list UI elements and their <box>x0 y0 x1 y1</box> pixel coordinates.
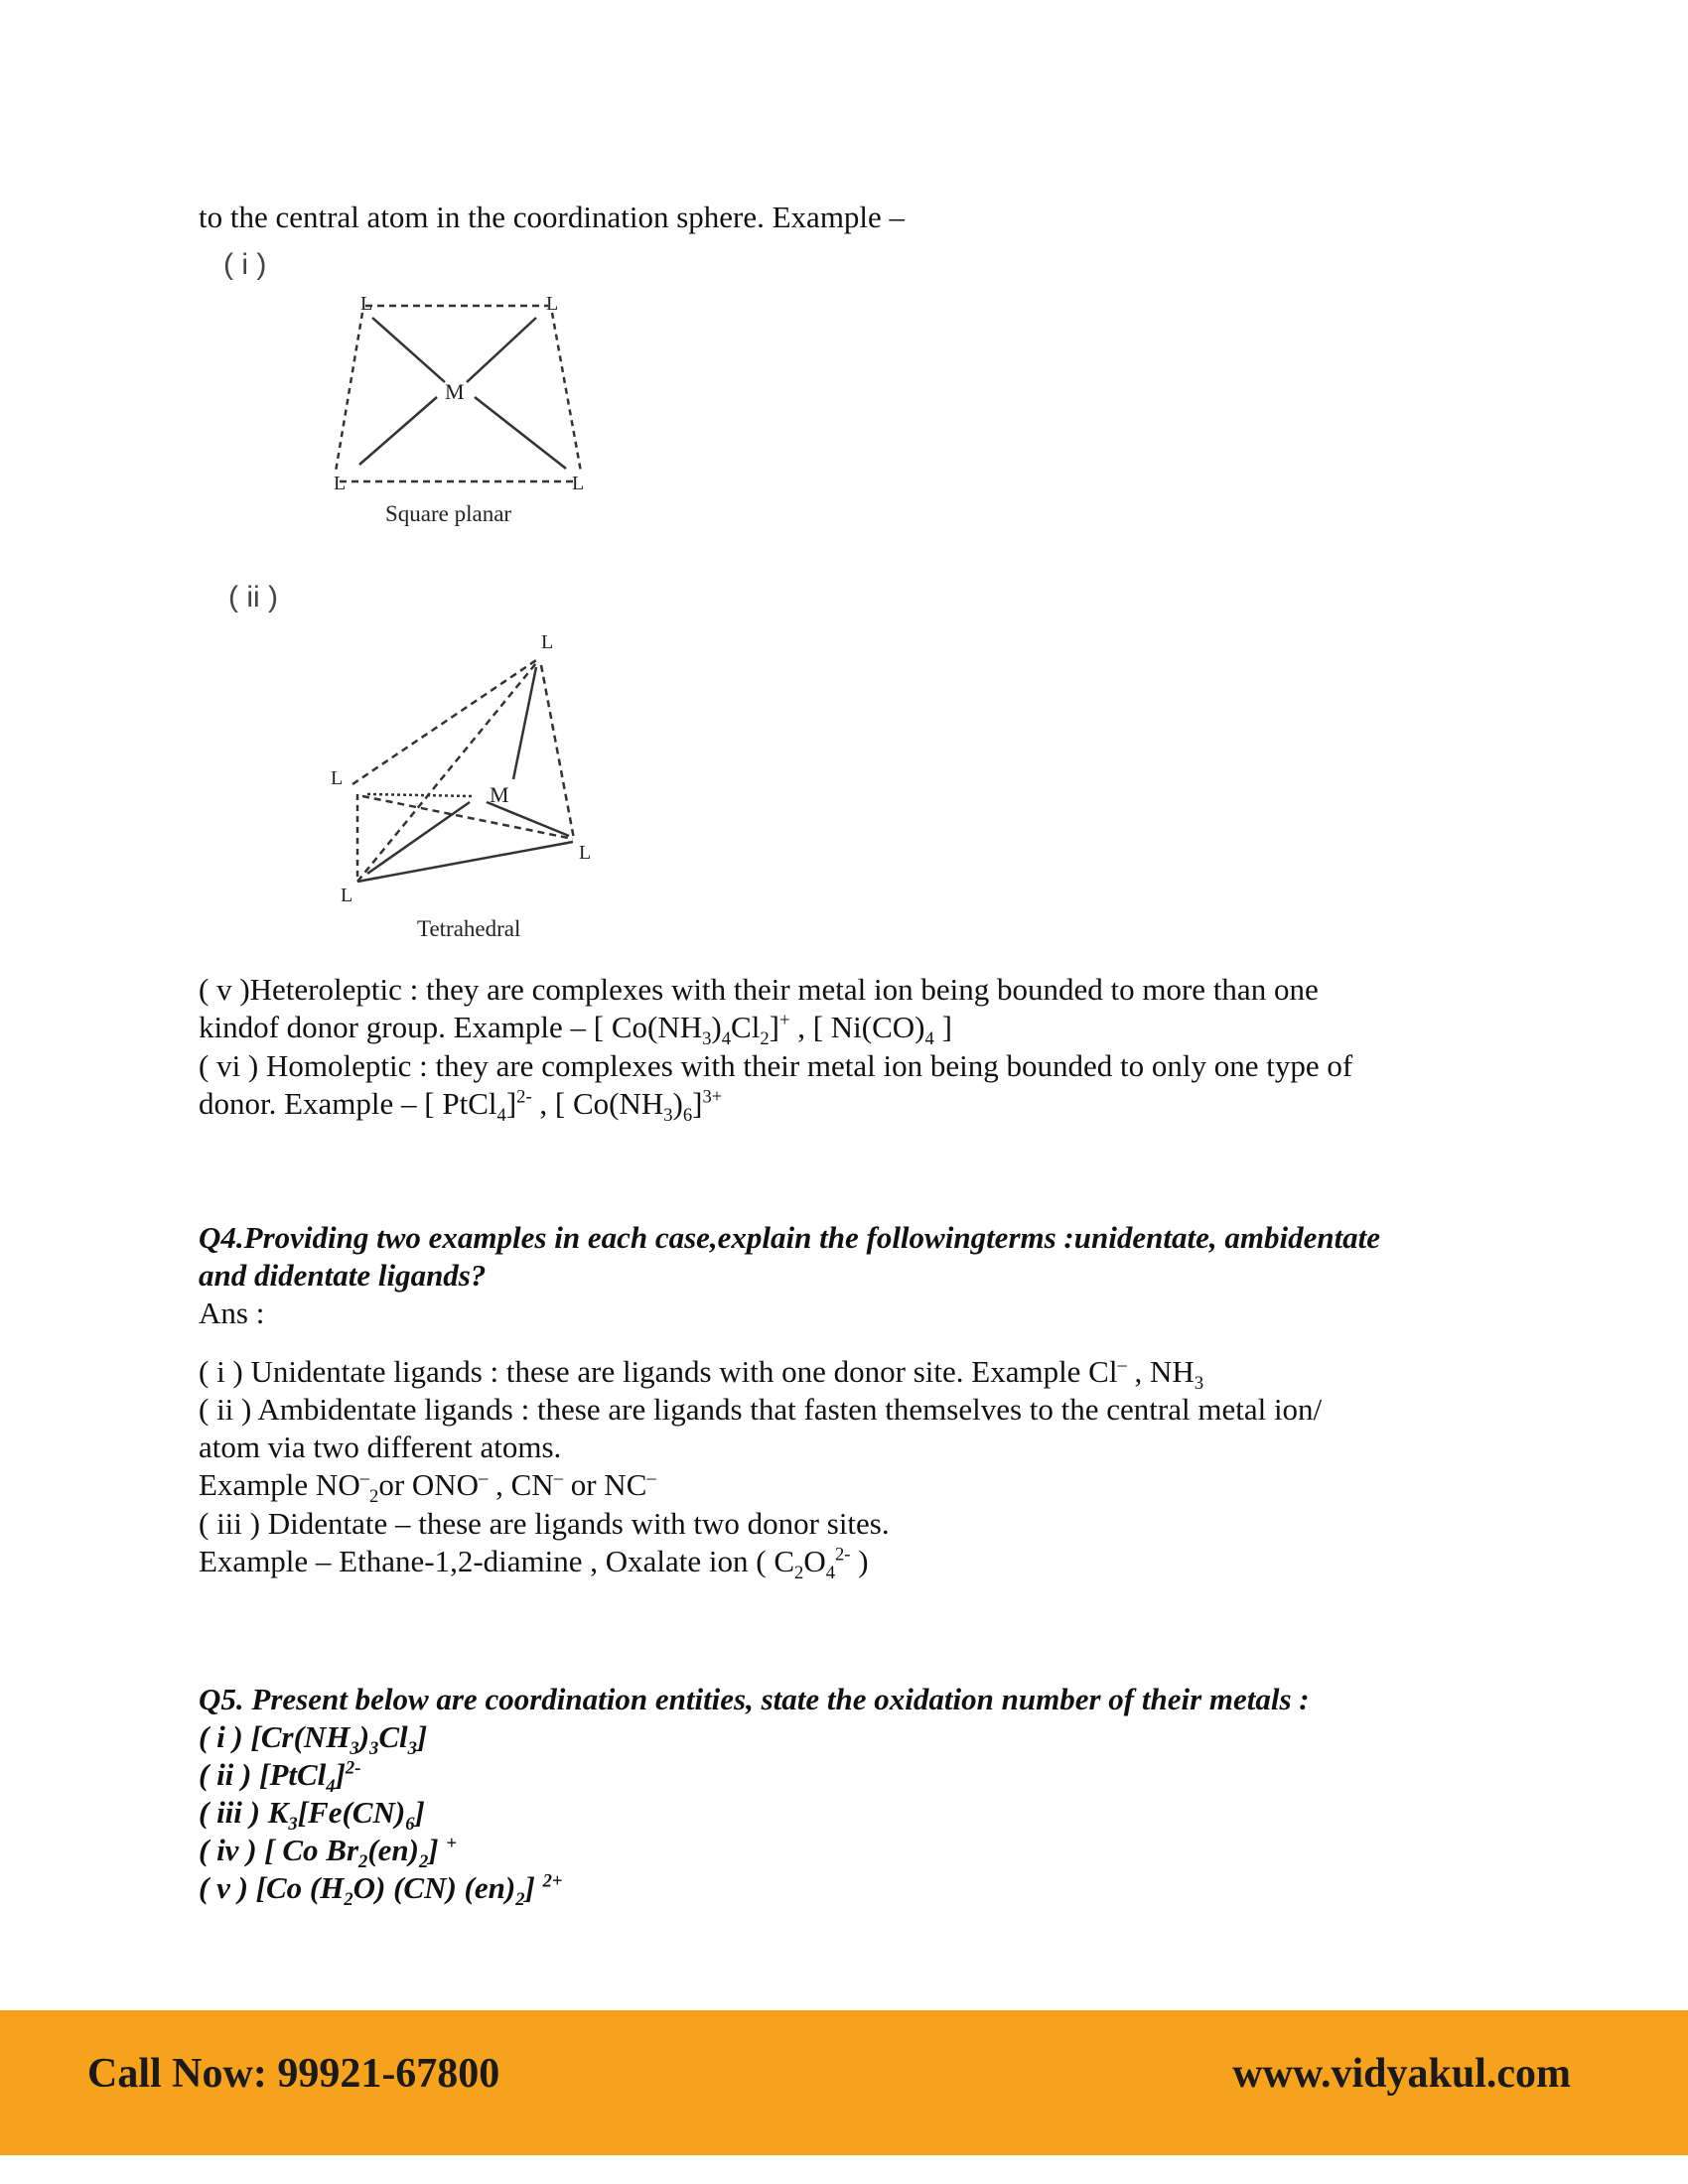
diagram-caption: Tetrahedral <box>417 916 521 941</box>
footer-banner <box>0 2010 1688 2155</box>
square-planar-diagram <box>318 288 606 536</box>
metal-label: M <box>445 379 465 404</box>
ligand-label: L <box>360 293 373 315</box>
q4-question-line-2: and didentate ligands? <box>199 1258 487 1293</box>
ligand-label: L <box>572 473 585 494</box>
heteroleptic-line-2: kindof donor group. Example – [ $Co(NH_3)_4Cl_2]^+$ , [ $Ni(CO)_4$ ] <box>199 1010 952 1050</box>
q4-ambidentate-line-2: atom via two different atoms. <box>199 1430 562 1464</box>
metal-label: M <box>490 782 509 807</box>
heteroleptic-line-1: ( v )Heteroleptic : they are complexes with their metal ion being bounded to more than one <box>199 972 1319 1007</box>
figure-label-ii: ( ii ) <box>228 581 278 614</box>
q4-ambidentate-line-1: ( ii ) Ambidentate ligands : these are ligands that fasten themselves to the central metal ion/ <box>199 1392 1323 1427</box>
ligand-label: L <box>331 767 344 789</box>
ligand-label: L <box>541 631 554 653</box>
figure-label-i: ( i ) <box>223 248 267 281</box>
ligand-label: L <box>579 842 592 864</box>
q5-item-v: ( v ) [Co $(H_2O)$ (CN) $(en)_2$] $^{2+}$ <box>199 1870 563 1911</box>
q5-item-i: ( i ) $[Cr(NH_3)_3Cl_3]$ <box>199 1719 428 1760</box>
q5-item-iv: ( iv ) [ Co $Br_2(en)_2$] + <box>199 1833 457 1873</box>
website-link[interactable]: www.vidyakul.com <box>1232 2051 1571 2097</box>
homoleptic-line-1: ( vi ) Homoleptic : they are complexes with their metal ion being bounded to only one type of <box>199 1048 1353 1083</box>
q4-didentate-example: Example – Ethane-1,2-diamine , Oxalate ion ( $C_2O_4^{2-}$ ) <box>199 1544 869 1584</box>
ligand-label: L <box>341 885 353 906</box>
q4-unidentate: ( i ) Unidentate ligands : these are ligands with one donor site. Example Cl– , $NH_3$ <box>199 1354 1204 1395</box>
q5-question: Q5. Present below are coordination entities, state the oxidation number of their metals : <box>199 1682 1310 1716</box>
q4-didentate: ( iii ) Didentate – these are ligands with two donor sites. <box>199 1506 890 1541</box>
q4-answer-label: Ans : <box>199 1296 265 1330</box>
diagram-caption: Square planar <box>385 501 512 526</box>
homoleptic-line-2: donor. Example – [ PtCl$_4$]$^{2-}$ , [ $Co(NH_3)_6]^{3+}$ <box>199 1086 723 1127</box>
q4-question-line-1: Q4.Providing two examples in each case,explain the followingterms :unidentate, ambidentate <box>199 1220 1381 1255</box>
intro-text: to the central atom in the coordination sphere. Example – <box>199 200 906 234</box>
q5-item-ii: ( ii ) [PtCl$_4$]$^{2-}$ <box>199 1757 361 1798</box>
q5-item-iii: ( iii ) $K_3[Fe(CN)_6]$ <box>199 1795 425 1836</box>
call-now-phone[interactable]: Call Now: 99921-67800 <box>87 2051 500 2097</box>
tetrahedral-diagram <box>323 625 611 943</box>
ligand-label: L <box>546 293 559 315</box>
ligand-label: L <box>334 473 347 494</box>
q4-ambidentate-example: Example $NO^-_2or$ ONO– , CN– or NC– <box>199 1467 656 1508</box>
